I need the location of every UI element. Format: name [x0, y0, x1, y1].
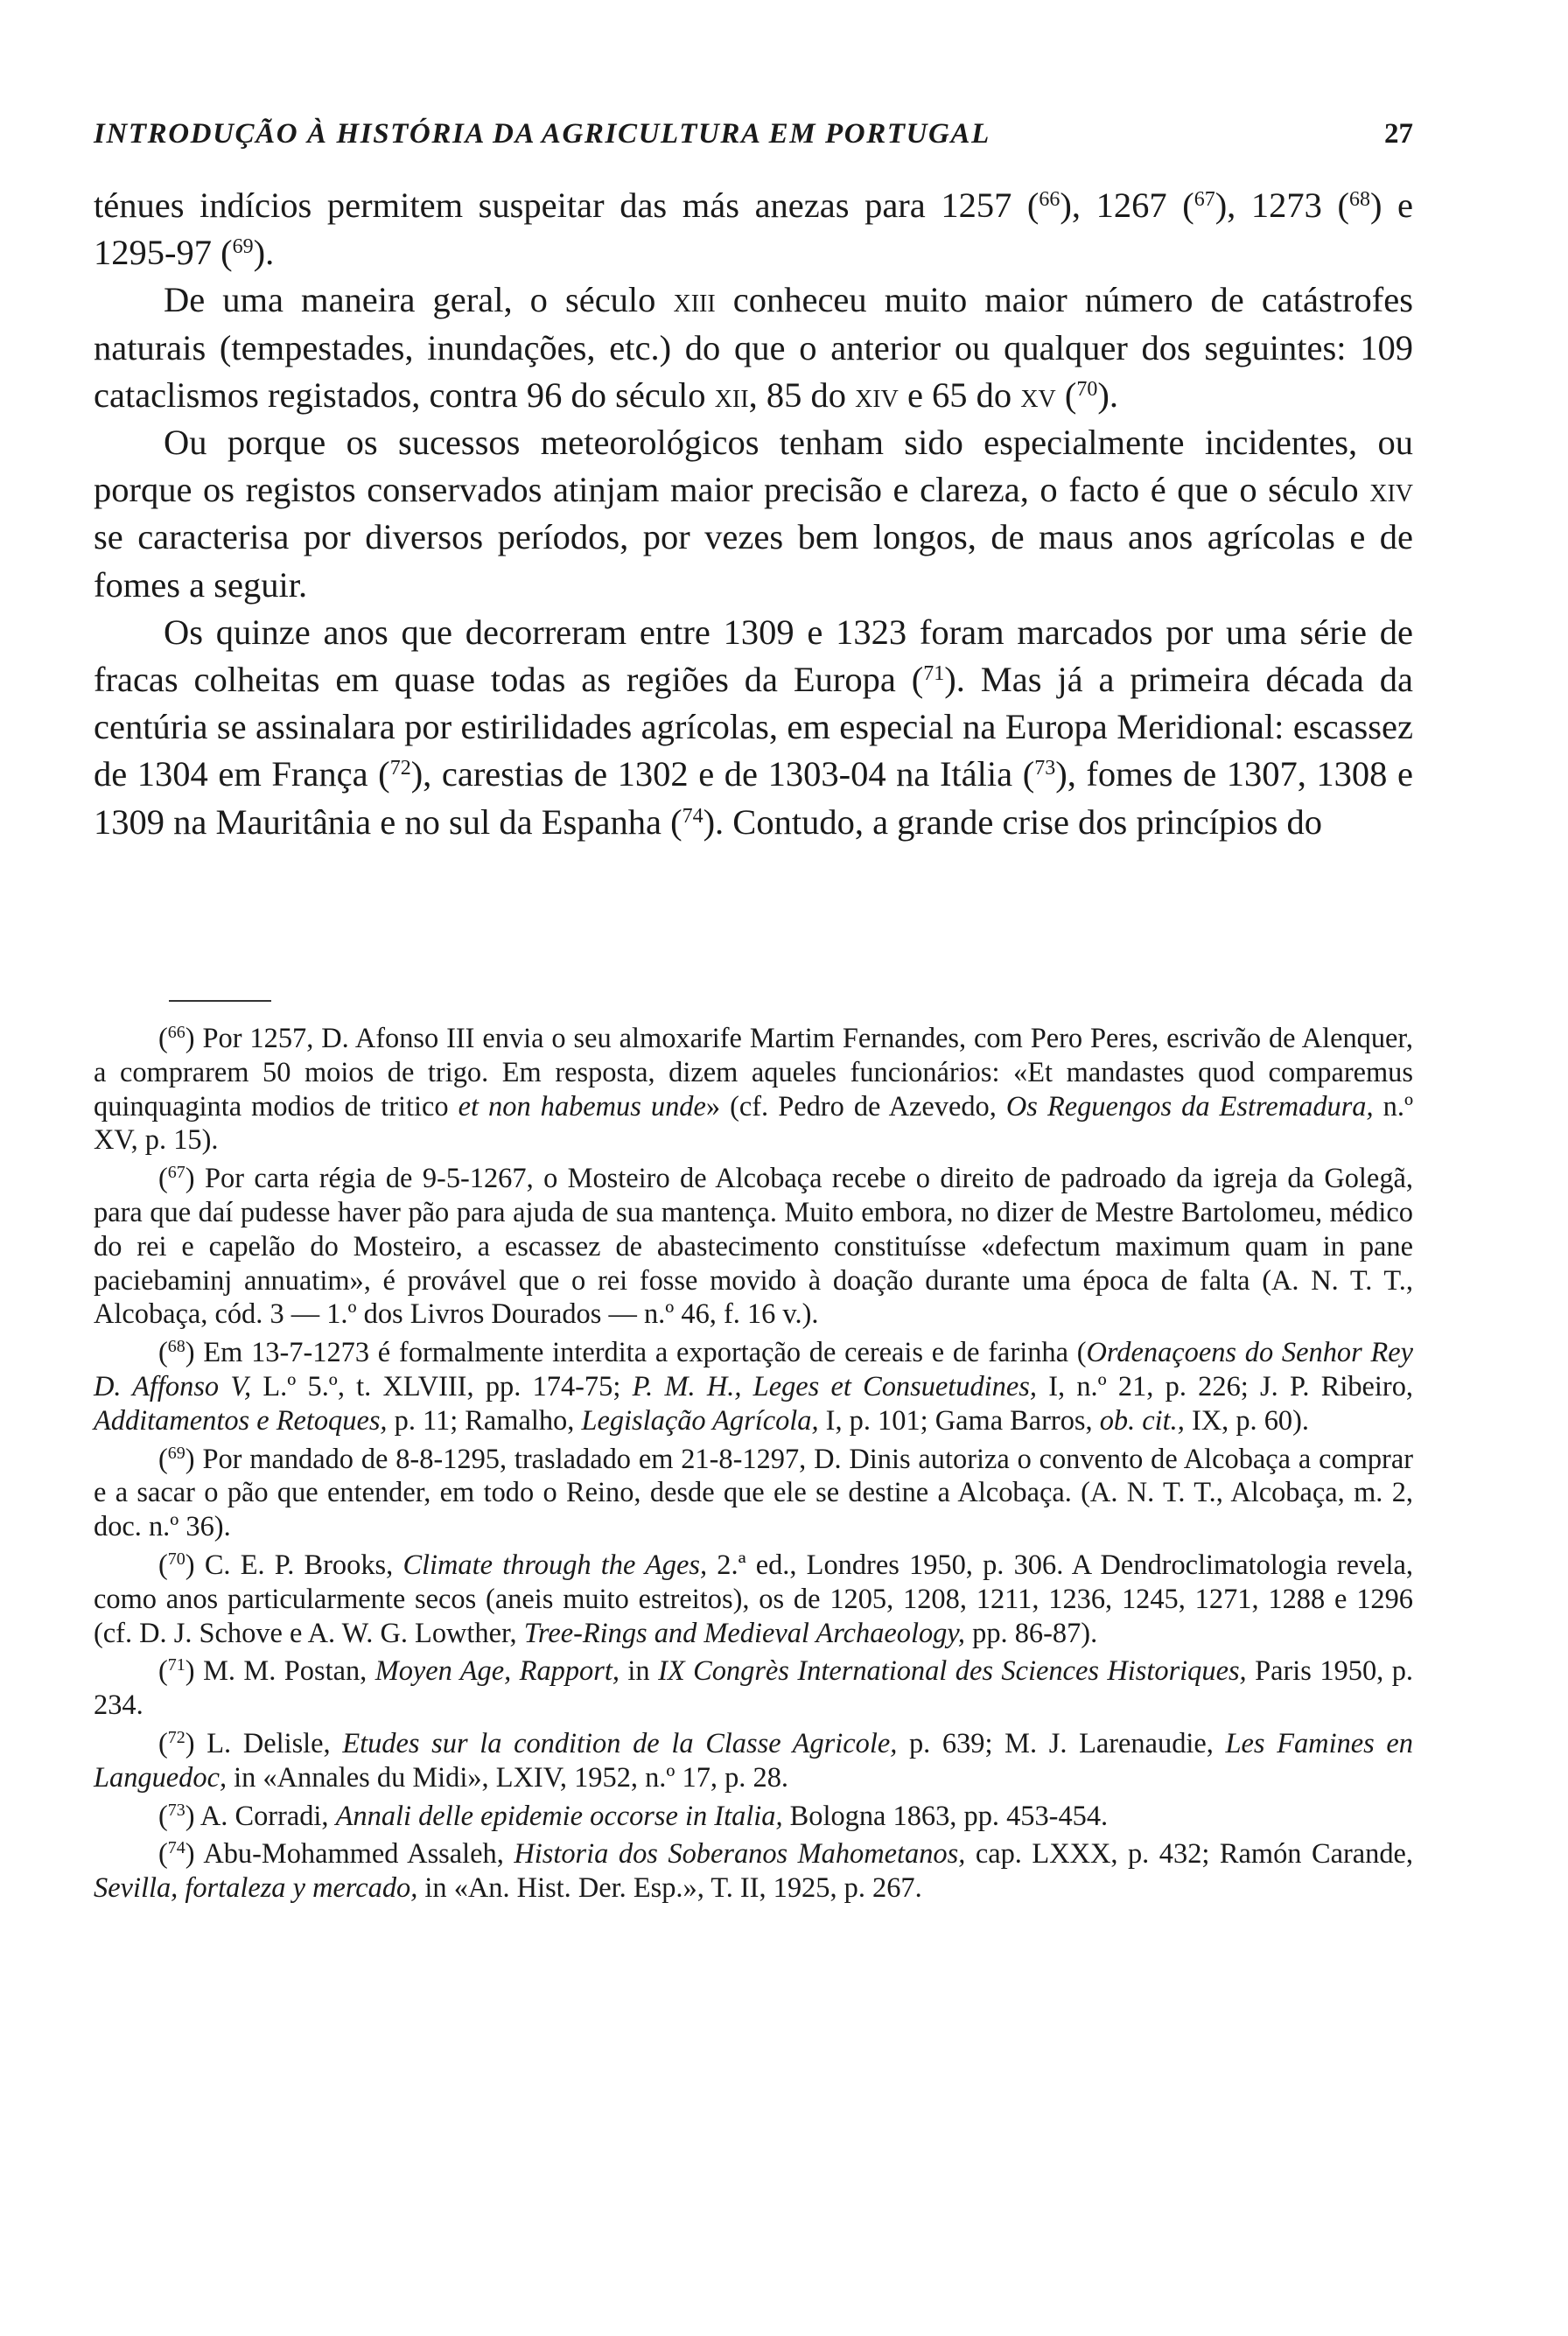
italic-run: Os Reguengos da Estremadura, — [1005, 1090, 1374, 1123]
text-run: » (cf. Pedro de Azevedo, — [705, 1090, 1006, 1123]
text-run: L.º 5.º, t. XLVIII, pp. 174-75; — [251, 1370, 633, 1402]
roman-numeral: xv — [1020, 374, 1056, 415]
text-run: IX, p. 60). — [1184, 1404, 1310, 1437]
footnote-71 — [94, 1654, 1413, 1723]
text-run: C. E. P. Brooks, — [204, 1549, 403, 1581]
text-run: se caracterisa por diversos períodos, por vezes bem longos, de maus anos agrícolas e de fomes a seguir. — [94, 517, 1413, 605]
footnote-number: ($^{68}$) — [158, 1337, 195, 1369]
italic-run: Annali delle epidemie occorse in Italia, — [335, 1800, 783, 1832]
footnote-number: ($^{66}$) — [158, 1023, 195, 1054]
paragraph-3 — [94, 419, 1413, 609]
main-text — [94, 182, 1413, 846]
italic-run: Etudes sur la condition de la Classe Agricole, — [342, 1727, 898, 1759]
italic-run: Ordenaçoens do Senhor Rey D. Affonso V, — [94, 1337, 1413, 1402]
footnote-ref-72[interactable]: 72 — [389, 757, 411, 780]
text-run: Em 13-7-1273 é formalmente interdita a exportação de cereais e de farinha ( — [203, 1337, 1087, 1369]
text-run: ), fomes de 1307, 1308 e 1309 na Mauritânia e no sul da Espanha ( — [94, 754, 1413, 842]
text-run: ). — [253, 233, 275, 273]
footnote-number: ($^{73}$) — [158, 1800, 195, 1832]
italic-run: Tree-Rings and Medieval Archaeology, — [523, 1617, 966, 1649]
paragraph-2 — [94, 276, 1413, 419]
italic-run: Historia dos Soberanos Mahometanos, — [514, 1838, 966, 1871]
footnote-69 — [94, 1443, 1413, 1544]
text-run: ) e 1295-97 ( — [94, 185, 1413, 273]
text-run: Por mandado de 8-8-1295, trasladado em 21-8-1297, D. Dinis autoriza o convento de Alcobaça a comprar e a sacar o pão que entender, em todo o Reino, desde que ele se destine a Alcobaça. (A. N. T. T., Alcobaça, m. 2, doc. n.º 36). — [94, 1443, 1413, 1543]
footnote-number-value: 71 — [167, 1655, 186, 1675]
footnote-number-value: 72 — [167, 1727, 186, 1747]
paragraph-4 — [94, 609, 1413, 846]
text-run: in «Annales du Midi», LXIV, 1952, n.º 17, p. 28. — [227, 1761, 788, 1794]
italic-run: Sevilla, fortaleza y mercado, — [94, 1872, 418, 1905]
footnote-number-value: 73 — [167, 1800, 186, 1820]
text-run: ), 1273 ( — [1214, 185, 1349, 225]
footnote-ref-69[interactable]: 69 — [232, 235, 254, 259]
page-number: 27 — [1384, 118, 1413, 150]
text-run: ( — [1055, 374, 1077, 415]
roman-numeral: xii — [714, 374, 749, 415]
text-run: De uma maneira geral, o século — [164, 280, 674, 320]
text-run: Os quinze anos que decorreram entre 1309 e 1323 foram marcados por uma série de fracas colheitas em quase todas as regiões da Europa ( — [94, 612, 1413, 700]
footnote-number-value: 69 — [167, 1443, 186, 1463]
footnote-72 — [94, 1727, 1413, 1795]
text-run: I, n.º 21, p. 226; J. P. Ribeiro, — [1036, 1370, 1413, 1402]
text-run: , 85 do — [748, 374, 856, 415]
text-run: M. M. Postan, — [203, 1655, 375, 1688]
roman-numeral: xiii — [673, 280, 716, 320]
text-run: A. Corradi, — [200, 1800, 336, 1832]
text-run: ), 1267 ( — [1060, 185, 1194, 225]
footnote-70 — [94, 1549, 1413, 1650]
text-run: in «An. Hist. Der. Esp.», T. II, 1925, p. 267. — [417, 1872, 922, 1905]
footnote-ref-71[interactable]: 71 — [923, 662, 945, 686]
italic-run: ob. cit., — [1099, 1404, 1185, 1437]
footnote-ref-68[interactable]: 68 — [1348, 188, 1370, 211]
footnote-number-value: 70 — [167, 1549, 186, 1569]
text-run: ). Contudo, a grande crise dos princípios do — [703, 801, 1323, 842]
text-run: L. Delisle, — [206, 1727, 343, 1759]
footnote-number-value: 68 — [167, 1337, 186, 1357]
text-run: ), carestias de 1302 e de 1303-04 na Itália ( — [410, 754, 1035, 794]
footnote-66 — [94, 1022, 1413, 1158]
text-run: in — [619, 1655, 659, 1688]
footnote-ref-66[interactable]: 66 — [1039, 188, 1060, 211]
text-run: Abu-Mohammed Assaleh, — [203, 1838, 514, 1871]
running-header — [94, 118, 1413, 162]
text-run: cap. LXXX, p. 432; Ramón Carande, — [965, 1838, 1414, 1871]
text-run: Ou porque os sucessos meteorológicos tenham sido especialmente incidentes, ou porque os registos conservados atinjam maior precisão e clareza, o facto é que o século — [94, 423, 1413, 510]
footnote-number: ($^{71}$) — [158, 1655, 195, 1688]
roman-numeral: xiv — [855, 374, 899, 415]
text-run: Bologna 1863, pp. 453-454. — [782, 1800, 1109, 1832]
footnote-73 — [94, 1800, 1413, 1834]
footnote-ref-67[interactable]: 67 — [1194, 188, 1215, 211]
footnote-number-value: 67 — [167, 1163, 186, 1183]
text-run: Paris 1950, p. 234. — [94, 1655, 1414, 1722]
text-run: ). — [1097, 374, 1119, 415]
italic-run: IX Congrès International des Sciences Historiques, — [658, 1655, 1247, 1688]
italic-run: Les Famines en Languedoc, — [94, 1727, 1413, 1794]
footnote-74 — [94, 1837, 1413, 1906]
footnote-ref-73[interactable]: 73 — [1034, 757, 1056, 780]
text-run: conheceu muito maior número de catástrofes naturais (tempestades, inundações, etc.) do que o anterior ou qualquer dos seguintes: 109 cataclismos registados, contra 96 do século — [94, 280, 1413, 415]
footnote-number-value: 66 — [167, 1023, 186, 1042]
italic-run: Moyen Age, Rapport, — [374, 1655, 620, 1688]
text-run: n.º XV, p. 15). — [94, 1090, 1413, 1157]
text-run: ténues indícios permitem suspeitar das más anezas para 1257 ( — [94, 185, 1040, 225]
footnote-number: ($^{69}$) — [158, 1443, 195, 1475]
footnote-ref-74[interactable]: 74 — [682, 804, 704, 828]
footnote-ref-70[interactable]: 70 — [1076, 377, 1098, 401]
footnote-number: ($^{70}$) — [158, 1549, 195, 1581]
text-run: e 65 do — [898, 374, 1021, 415]
italic-run: Additamentos e Retoques, — [94, 1404, 388, 1437]
roman-numeral: xiv — [1369, 470, 1413, 510]
text-run: p. 11; Ramalho, — [387, 1404, 582, 1437]
footnote-number: ($^{72}$) — [158, 1727, 195, 1759]
italic-run: Climate through the Ages, — [402, 1549, 708, 1581]
footnote-67 — [94, 1162, 1413, 1332]
text-run: Por 1257, D. Afonso III envia o seu almoxarife Martim Fernandes, com Pero Peres, escrivão de Alenquer, a comprarem 50 moios de trigo. Em resposta, dizem aqueles funcionários: «Et mandastes quod comparemus quinquaginta modios de tritico — [94, 1023, 1413, 1123]
footnotes — [94, 1022, 1413, 1910]
running-title: INTRODUÇÃO À HISTÓRIA DA AGRICULTURA EM PORTUGAL — [94, 118, 990, 150]
footnote-separator — [169, 1000, 271, 1002]
text-run: Por carta régia de 9-5-1267, o Mosteiro de Alcobaça recebe o direito de padroado da igreja da Golegã, para que daí pudesse haver pão para ajuda de sua mantença. Muito embora, no dizer de Mestre Bartolomeu, médico do rei e capelão do Mosteiro, a escassez de abastecimento constituísse «defectum maximum quam in pane paciebaminj annuatim», é provável que o rei fosse movido à doação durante uma época de falta (A. N. T. T., Alcobaça, cód. 3 — 1.º dos Livros Dourados — n.º 46, f. 16 v.). — [94, 1163, 1413, 1331]
text-run: I, p. 101; Gama Barros, — [818, 1404, 1100, 1437]
footnote-number: ($^{67}$) — [158, 1163, 195, 1195]
italic-run: et non habemus unde — [458, 1090, 706, 1123]
text-run: ). Mas já a primeira década da centúria se assinalara por estirilidades agrícolas, em especial na Europa Meridional: escassez de 1304 em França ( — [94, 660, 1414, 794]
footnote-68 — [94, 1336, 1413, 1437]
italic-run: Legislação Agrícola, — [581, 1404, 819, 1437]
italic-run: P. M. H., Leges et Consuetudines, — [632, 1370, 1037, 1402]
text-run: pp. 86-87). — [965, 1617, 1098, 1649]
text-run: p. 639; M. J. Larenaudie, — [897, 1727, 1226, 1759]
footnote-number: ($^{74}$) — [158, 1838, 195, 1871]
text-run: 2.ª ed., Londres 1950, p. 306. A Dendroclimatologia revela, como anos particularmente secos (aneis muito estreitos), os de 1205, 1208, 1211, 1236, 1245, 1271, 1288 e 1296 (cf. D. J. Schove e A. W. G. Lowther, — [94, 1549, 1413, 1649]
paragraph-1 — [94, 182, 1413, 276]
footnote-number-value: 74 — [167, 1838, 186, 1858]
